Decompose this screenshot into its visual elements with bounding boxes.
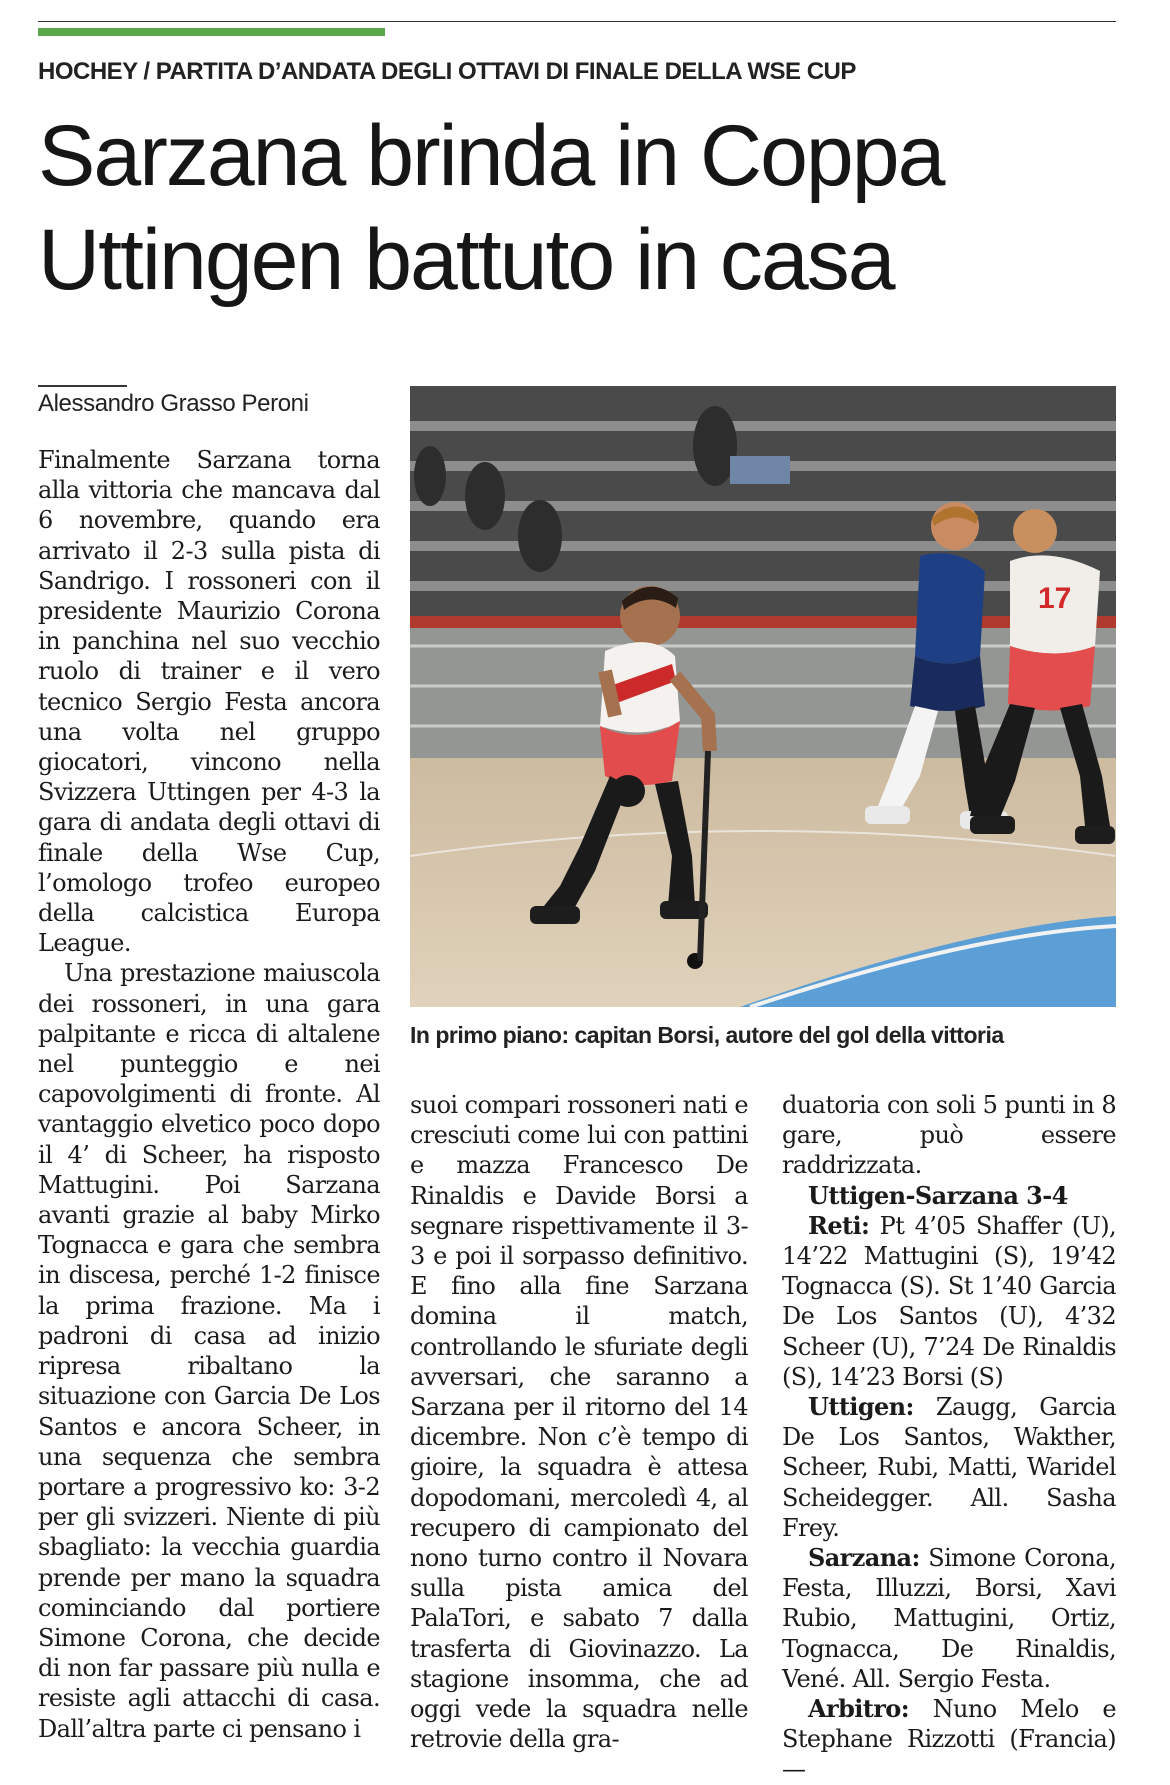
scorecard-referee-text: Nuno Melo e Stephane Rizzotti (Francia) — [782,1695,1116,1784]
article-kicker: HOCHEY / PARTITA D’ANDATA DEGLI OTTAVI DI FINALE DELLA WSE CUP [38,58,856,85]
article-photo [410,386,1116,1007]
photo-caption: In primo piano: capitan Borsi, autore del gol della vittoria [410,1022,1004,1048]
scorecard-away-text: Simone Corona, Festa, Illuzzi, Borsi, Xavi Rubio, Mattugini, Ortiz, Tognacca, De Rinaldis, Vené. All. Sergio Festa. [782,1544,1116,1693]
article-column-1 [38,445,380,1744]
scorecard-goals-text: Pt 4’05 Shaffer (U), 14’22 Mattugini (S), 19’42 Tognacca (S). St 1’40 Garcia De Los Santos (U), 4’32 Scheer (U), 7’24 De Rinaldis (S), 14’23 Borsi (S) [782,1211,1117,1391]
scorecard-referee [782,1694,1116,1785]
scorecard-away-lineup [782,1543,1116,1694]
article-column-2 [410,1090,748,1754]
headline-line-2: Uttingen battuto in casa [38,212,894,308]
article-byline: Alessandro Grasso Peroni [38,390,309,417]
body-paragraph: Finalmente Sarzana torna alla vittoria che mancava dal 6 novembre, quando era arrivato il 2-3 sulla pista di Sandrigo. I rossoneri con il presidente Maurizio Corona in panchina nel suo vecchio ruolo di trainer e il vero tecnico Sergio Festa ancora una volta nel gruppo giocatori, vincono nella Svizzera Uttingen per 4-3 la gara di andata degli ottavi di finale della Wse Cup, l’omologo trofeo europeo della calcistica Europa League. [38,446,380,958]
article-headline [38,104,1116,312]
byline-rule [38,385,127,387]
body-paragraph: duatoria con soli 5 punti in 8 gare, può essere raddrizzata. [782,1091,1116,1180]
scorecard-title: Uttigen-Sarzana 3-4 [808,1180,1068,1210]
article-column-3 [782,1090,1116,1785]
scorecard-goals [782,1211,1116,1392]
scorecard-home-lineup [782,1392,1116,1543]
top-rule [38,21,1116,22]
scorecard-home-text: Zaugg, Garcia De Los Santos, Wakther, Scheer, Rubi, Matti, Waridel Scheidegger. All. Sasha Frey. [782,1393,1116,1542]
hockey-players-illustration [410,386,1116,1007]
body-paragraph: Una prestazione maiuscola dei rossoneri, in una gara palpitante e ricca di altalene nel punteggio e nei capovolgimenti di fronte. Al vantaggio elvetico poco dopo il 4’ di Scheer, ha risposto Mattugini. Poi Sarzana avanti grazie al baby Mirko Tognacca e gara che sembra in discesa, perché 1-2 finisce la prima frazione. Ma i padroni di casa ad inizio ripresa ribaltano la situazione con Garcia De Los Santos e ancora Scheer, in una sequenza che sembra portare a progressivo ko: 3-2 per gli svizzeri. Niente di più sbagliato: la vecchia guardia prende per mano la squadra cominciando dal portiere Simone Corona, che decide di non far passare più nulla e resiste agli attacchi di casa. Dall’altra parte ci pensano i [38,959,380,1743]
section-color-bar [38,28,385,36]
scorecard-away-label: Sarzana: [808,1543,920,1573]
jersey-number: 17 [1038,582,1072,615]
headline-line-1: Sarzana brinda in Coppa [38,108,944,204]
scorecard-goals-label: Reti: [808,1210,870,1240]
scorecard-home-label: Uttigen: [808,1392,914,1422]
body-paragraph: suoi compari rossoneri nati e cresciuti come lui con pattini e mazza Francesco De Rinaldis e Davide Borsi a segnare rispettivamente il 3-3 e poi il sorpasso definitivo. E fino alla fine Sarzana domina il match, controllando le sfuriate degli avversari, che saranno a Sarzana per il ritorno del 14 dicembre. Non c’è tempo di gioire, la squadra è attesa dopodomani, mercoledì 4, al recupero di campionato del nono turno contro il Novara sulla pista amica del PalaTori, e sabato 7 dalla trasferta di Giovinazzo. La stagione insomma, che ad oggi vede la squadra nelle retrovie della gra- [410,1091,748,1754]
scorecard-referee-label: Arbitro: [808,1694,909,1724]
